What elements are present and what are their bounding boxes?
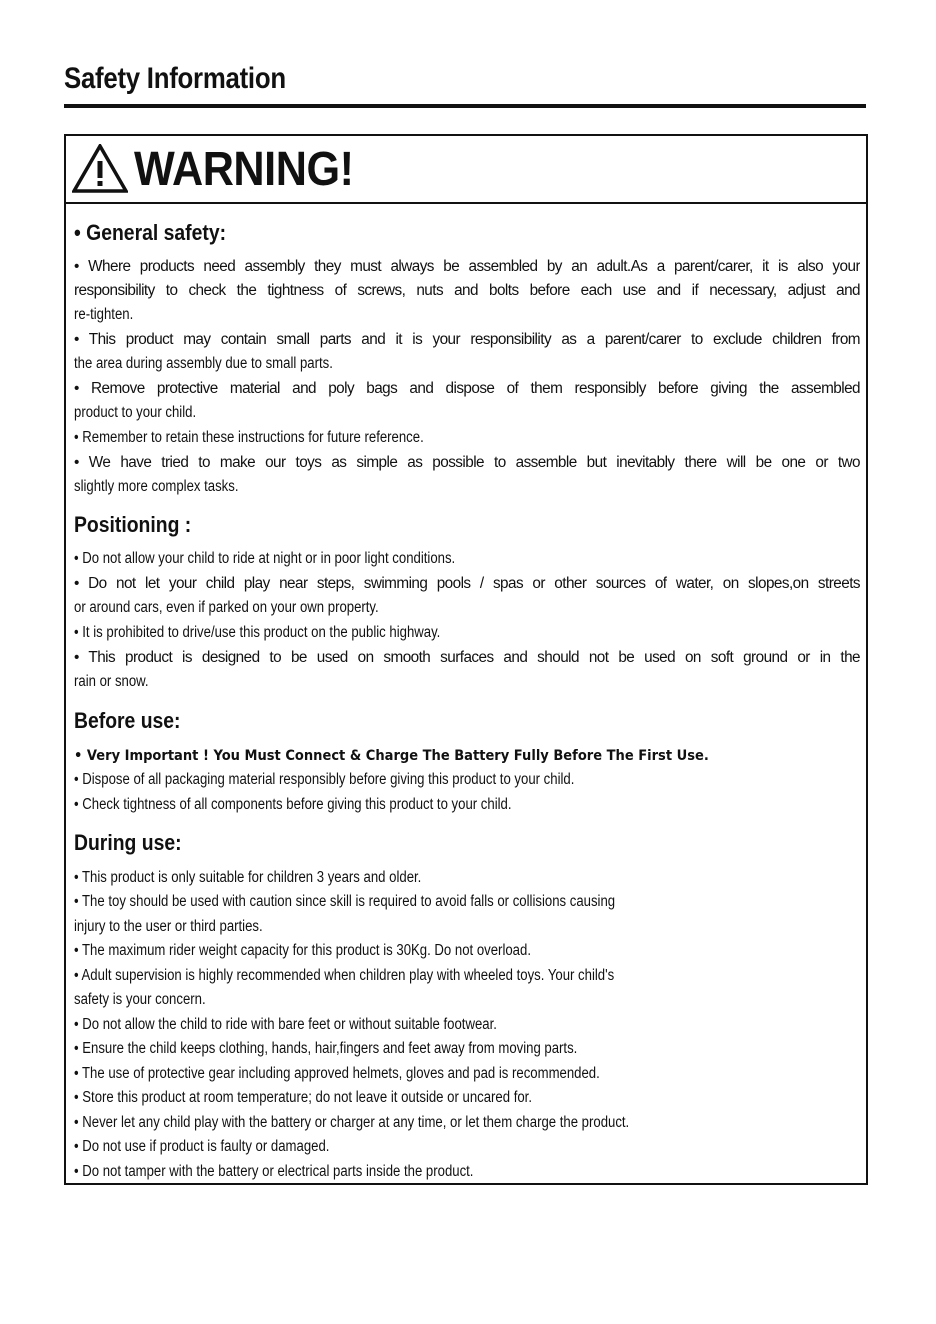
during-use-line: • Store this product at room temperature; do not leave it outside or uncared for. bbox=[74, 1089, 532, 1106]
positioning-line: • Do not allow your child to ride at night or in poor light conditions. bbox=[74, 550, 456, 567]
during-use-line: • The use of protective gear including approved helmets, gloves and pad is recommended. bbox=[74, 1065, 600, 1082]
during-use-line: safety is your concern. bbox=[74, 991, 206, 1008]
general-line: • Remember to retain these instructions for future reference. bbox=[74, 429, 424, 446]
before-use-line: • Dispose of all packaging material responsibly before giving this product to your child. bbox=[74, 771, 575, 788]
before-use-line: • Check tightness of all components before giving this product to your child. bbox=[74, 796, 512, 813]
positioning-line: • It is prohibited to drive/use this product on the public highway. bbox=[74, 624, 441, 641]
before-use-important-line: • Very Important ! You Must Connect & Charge The Battery Fully Before The First Use. bbox=[74, 748, 709, 764]
page-title: Safety Information bbox=[64, 62, 286, 95]
during-use-line: injury to the user or third parties. bbox=[74, 918, 263, 935]
general-line: product to your child. bbox=[74, 404, 197, 421]
section-heading-general-safety: • General safety: bbox=[74, 220, 227, 245]
during-use-line: • Adult supervision is highly recommended when children play with wheeled toys. Your child's bbox=[74, 967, 615, 984]
section-heading-positioning: Positioning : bbox=[74, 512, 192, 537]
warning-triangle-icon bbox=[72, 144, 128, 194]
during-use-line: • Do not allow the child to ride with bare feet or without suitable footwear. bbox=[74, 1016, 497, 1033]
general-line: • Remove protective material and poly bags and dispose of them responsibly before giving the assembled bbox=[74, 380, 860, 397]
title-rule bbox=[64, 104, 866, 108]
warning-title: WARNING! bbox=[134, 143, 354, 196]
general-line: • Where products need assembly they must always be assembled by an adult.As a parent/carer, it is also your bbox=[74, 258, 860, 275]
warning-header bbox=[66, 136, 866, 204]
during-use-line: • Never let any child play with the battery or charger at any time, or let them charge the product. bbox=[74, 1114, 630, 1131]
section-heading-before-use: Before use: bbox=[74, 708, 181, 733]
section-heading-during-use: During use: bbox=[74, 830, 182, 855]
during-use-line: • The toy should be used with caution since skill is required to avoid falls or collisions causing bbox=[74, 893, 616, 910]
general-line: responsibility to check the tightness of screws, nuts and bolts before each use and if necessary, adjust and bbox=[74, 282, 860, 299]
during-use-line: • This product is only suitable for children 3 years and older. bbox=[74, 869, 422, 886]
during-use-line: • The maximum rider weight capacity for this product is 30Kg. Do not overload. bbox=[74, 942, 531, 959]
during-use-line: • Ensure the child keeps clothing, hands, hair,fingers and feet away from moving parts. bbox=[74, 1040, 578, 1057]
general-line: re-tighten. bbox=[74, 306, 134, 323]
positioning-line: • This product is designed to be used on smooth surfaces and should not be used on soft ground or in the bbox=[74, 649, 860, 666]
positioning-line: rain or snow. bbox=[74, 673, 149, 690]
during-use-line: • Do not tamper with the battery or electrical parts inside the product. bbox=[74, 1163, 474, 1180]
general-line: slightly more complex tasks. bbox=[74, 478, 239, 495]
general-line: • We have tried to make our toys as simple as possible to assemble but inevitably there will be one or two bbox=[74, 454, 860, 471]
general-line: the area during assembly due to small parts. bbox=[74, 355, 333, 372]
warning-box bbox=[64, 134, 868, 1185]
general-line: • This product may contain small parts and it is your responsibility as a parent/carer to exclude children from bbox=[74, 331, 860, 348]
positioning-line: • Do not let your child play near steps, swimming pools / spas or other sources of water, on slopes,on streets bbox=[74, 575, 860, 592]
during-use-line: • Do not use if product is faulty or damaged. bbox=[74, 1138, 330, 1155]
positioning-line: or around cars, even if parked on your own property. bbox=[74, 599, 379, 616]
